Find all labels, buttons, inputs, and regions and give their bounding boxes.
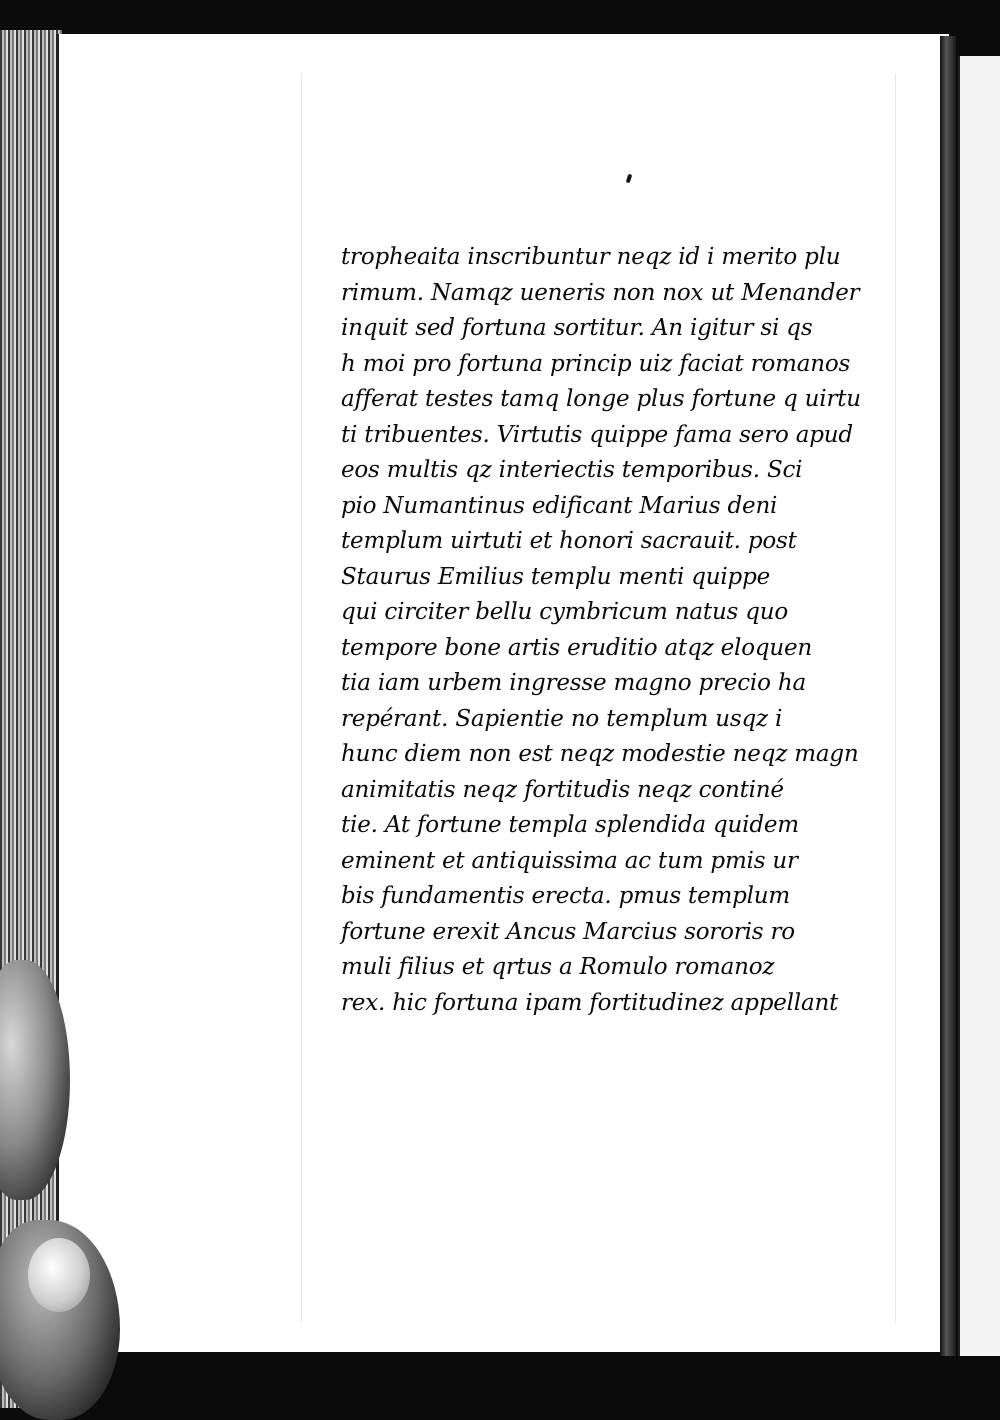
manuscript-line: repérant. Sapientie no templum usqz i — [341, 705, 783, 732]
manuscript-line: fortune erexit Ancus Marcius sororis ro — [341, 918, 795, 945]
manuscript-line: ti tribuentes. Virtutis quippe fama sero apud — [341, 421, 853, 448]
manuscript-line: animitatis neqz fortitudis neqz continé — [341, 776, 784, 803]
manuscript-line: Staurus Emilius templu menti quippe — [341, 563, 771, 590]
ruling-line-left — [301, 74, 302, 1322]
manuscript-line: h moi pro fortuna princip uiz faciat romanos — [341, 350, 851, 377]
manuscript-line: muli filius et qrtus a Romulo romanoz — [341, 954, 775, 980]
manuscript-line: inquit sed fortuna sortitur. An igitur si qs — [341, 315, 813, 341]
manuscript-line: tie. At fortune templa splendida quidem — [341, 812, 799, 838]
facing-page-edge — [958, 56, 1000, 1356]
manuscript-line: rex. hic fortuna ipam fortitudinez appellant — [341, 989, 839, 1016]
manuscript-line: qui circiter bellu cymbricum natus quo — [341, 599, 789, 625]
manuscript-line: bis fundamentis erecta. pmus templum — [341, 883, 791, 909]
manuscript-line: tia iam urbem ingresse magno precio ha — [341, 670, 806, 696]
manuscript-line: pio Numantinus edificant Marius deni — [341, 492, 778, 519]
manuscript-text-block — [341, 240, 901, 1021]
manuscript-line: eos multis qz interiectis temporibus. Sci — [341, 457, 803, 483]
manuscript-line: tropheaita inscribuntur neqz id i merito plu — [341, 244, 841, 270]
manuscript-line: templum uirtuti et honori sacrauit. post — [341, 528, 797, 554]
manuscript-page — [56, 34, 949, 1352]
book-page-edges — [0, 30, 62, 1408]
book-gutter — [940, 36, 956, 1356]
manuscript-line: afferat testes tamq longe plus fortune q uirtu — [341, 386, 861, 412]
fingernail — [28, 1238, 90, 1312]
manuscript-line: rimum. Namqz ueneris non nox ut Menander — [341, 279, 860, 306]
manuscript-line: eminent et antiquissima ac tum pmis ur — [341, 847, 798, 874]
ink-mark — [626, 174, 633, 184]
manuscript-line: tempore bone artis eruditio atqz eloquen — [341, 634, 813, 661]
manuscript-line: hunc diem non est neqz modestie neqz magn — [341, 741, 859, 767]
